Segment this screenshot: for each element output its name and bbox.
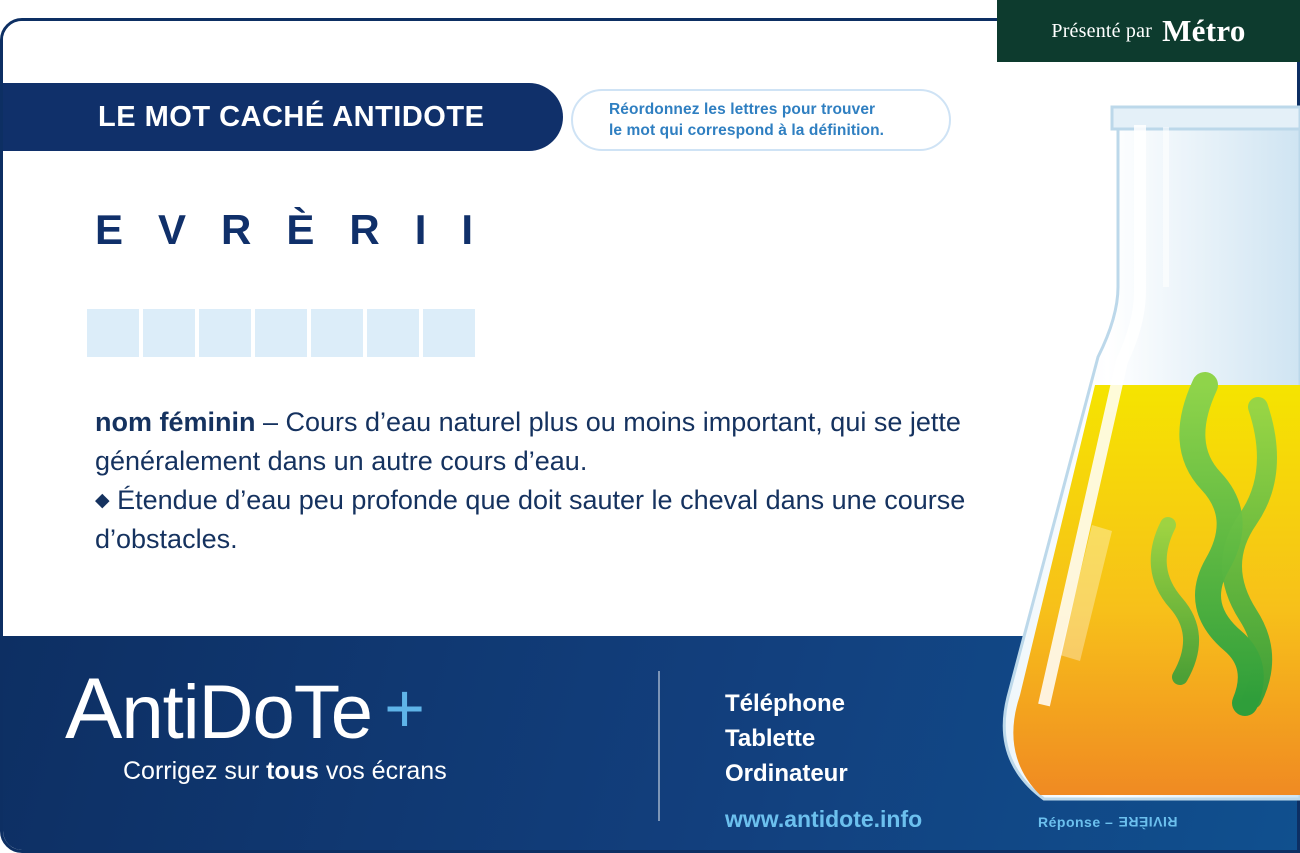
plus-icon: + (384, 669, 424, 747)
metro-brand-wordmark: Métro (1162, 13, 1246, 48)
presented-by-label: Présenté par (1051, 19, 1153, 42)
device-item: Téléphone (725, 690, 846, 717)
scrambled-letter: E (95, 206, 125, 253)
devices-list (725, 686, 848, 791)
answer-box[interactable] (199, 309, 251, 357)
puzzle-card (0, 18, 1300, 853)
antidote-logo-rest: ntiDoTe (121, 670, 373, 755)
website-link[interactable]: www.antidote.info (725, 806, 923, 832)
answer-box[interactable] (423, 309, 475, 357)
tagline-post: vos écrans (318, 757, 447, 785)
puzzle-title-pill (0, 83, 563, 151)
tagline-bold: tous (266, 757, 319, 785)
antidote-wordmark (65, 661, 625, 757)
instruction-line-2: le mot qui correspond à la définition. (609, 122, 885, 139)
footer-divider (658, 671, 660, 821)
presented-by-banner (997, 0, 1300, 62)
definition-sense-2: Étendue d’eau peu profonde que doit sauter le cheval dans une course d’obstacles. (95, 485, 966, 554)
scrambled-letter: R (349, 206, 381, 253)
antidote-logo-initial: A (65, 661, 122, 757)
device-item: Tablette (725, 725, 816, 752)
instruction-line-1: Réordonnez les lettres pour trouver (609, 101, 876, 118)
answer-box[interactable] (311, 309, 363, 357)
definition-sense-1: – Cours d’eau naturel plus ou moins important, qui se jette généralement dans un autre cours d’eau. (95, 407, 961, 476)
scrambled-letter: I (414, 206, 428, 253)
footer-band (3, 636, 1300, 853)
scrambled-letter: I (461, 206, 475, 253)
definition-sense-2-wrap (95, 481, 1015, 559)
definition-block (95, 403, 1015, 559)
instruction-pill (571, 89, 951, 151)
page-title: LE MOT CACHÉ ANTIDOTE (98, 100, 485, 133)
antidote-tagline (123, 757, 625, 786)
answer-reveal (1038, 814, 1177, 830)
answer-boxes[interactable] (87, 309, 475, 357)
antidote-logo[interactable] (65, 661, 625, 786)
answer-box[interactable] (143, 309, 195, 357)
answer-word-mirrored: RIVIÈRE (1117, 814, 1178, 830)
answer-box[interactable] (367, 309, 419, 357)
answer-box[interactable] (255, 309, 307, 357)
scrambled-letters (95, 206, 474, 254)
scrambled-letter: V (158, 206, 188, 253)
scrambled-letter: R (221, 206, 253, 253)
answer-box[interactable] (87, 309, 139, 357)
tagline-pre: Corrigez sur (123, 757, 267, 785)
part-of-speech: nom féminin (95, 407, 256, 437)
answer-label: Réponse – (1038, 814, 1118, 830)
scrambled-letter: È (286, 206, 316, 253)
puzzle-content-area (3, 21, 1300, 636)
device-item: Ordinateur (725, 760, 848, 787)
diamond-bullet-icon: ◆ (95, 490, 110, 511)
